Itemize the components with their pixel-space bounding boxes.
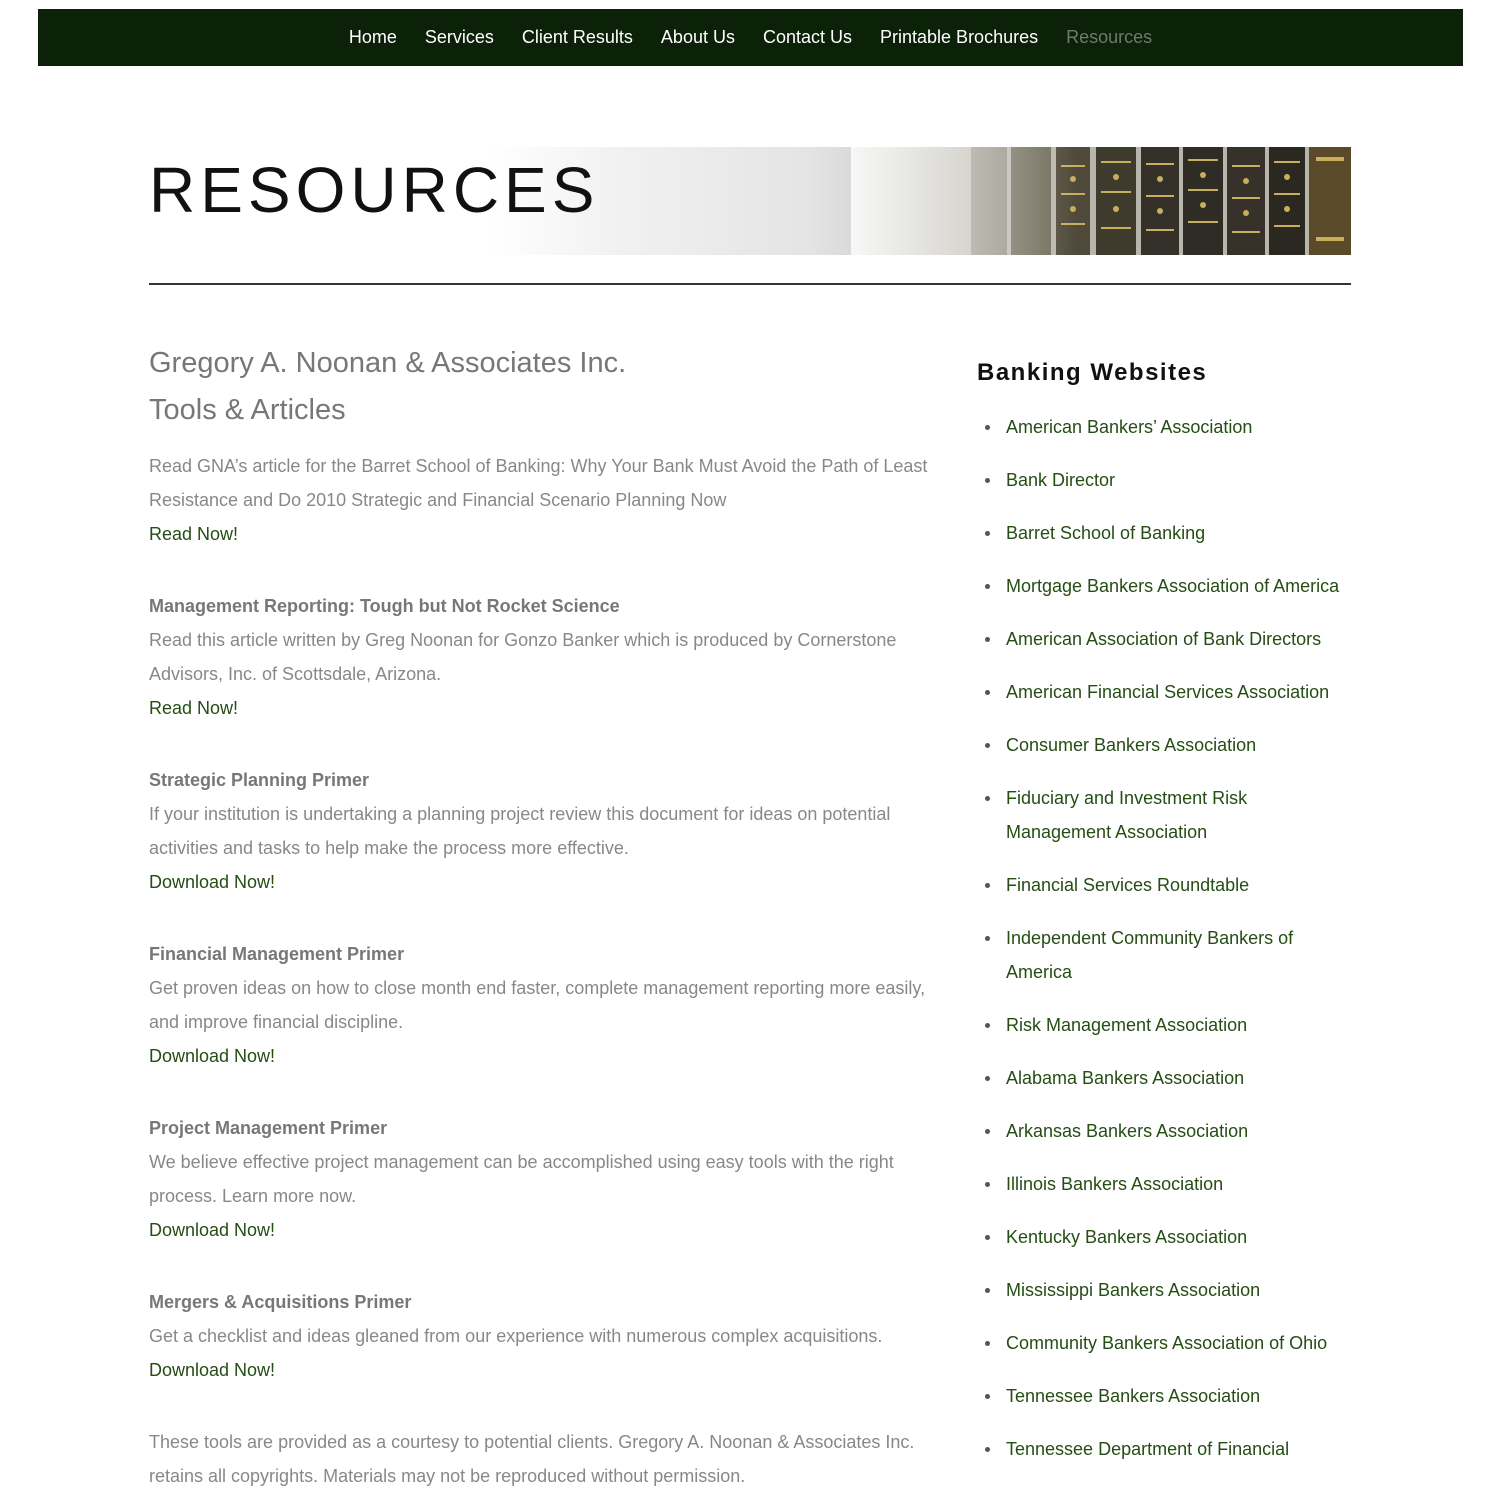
banking-link[interactable]: Independent Community Bankers of America xyxy=(1006,928,1294,982)
bullet-icon xyxy=(985,1235,990,1240)
list-item xyxy=(977,868,1357,902)
list-item xyxy=(977,1273,1357,1307)
article-title: Strategic Planning Primer xyxy=(149,770,370,790)
page-banner xyxy=(149,147,1351,255)
nav-contact-us[interactable]: Contact Us xyxy=(762,27,853,47)
bullet-icon xyxy=(985,690,990,695)
banking-link[interactable]: Bank Director xyxy=(1006,470,1116,490)
article-description: Read this article written by Greg Noonan for Gonzo Banker which is produced by Cornerstone Advisors, Inc. of Scottsdale, Arizona. xyxy=(149,630,897,684)
article-project-management xyxy=(149,1111,939,1247)
company-name: Gregory A. Noonan & Associates Inc. xyxy=(149,347,627,379)
article-title: Mergers & Acquisitions Primer xyxy=(149,1292,412,1312)
banking-link[interactable]: Risk Management Association xyxy=(1006,1015,1248,1035)
bullet-icon xyxy=(985,1129,990,1134)
bullet-icon xyxy=(985,1447,990,1452)
banking-link[interactable]: Financial Services Roundtable xyxy=(1006,875,1250,895)
article-mergers-acquisitions xyxy=(149,1285,939,1387)
banking-link[interactable]: Fiduciary and Investment Risk Management Association xyxy=(1006,788,1248,842)
bullet-icon xyxy=(985,637,990,642)
list-item xyxy=(977,463,1357,497)
nav-about-us[interactable]: About Us xyxy=(660,27,735,47)
bullet-icon xyxy=(985,796,990,801)
bullet-icon xyxy=(985,1341,990,1346)
page-title: RESOURCES xyxy=(149,154,600,226)
list-item xyxy=(977,1167,1357,1201)
list-item xyxy=(977,516,1357,550)
article-description: Get proven ideas on how to close month end faster, complete management reporting more easily, and improve financial discipline. xyxy=(149,978,926,1032)
article-description: We believe effective project management can be accomplished using easy tools with the right process. Learn more now. xyxy=(149,1152,894,1206)
list-item xyxy=(977,921,1357,989)
banking-link[interactable]: Barret School of Banking xyxy=(1006,523,1206,543)
nav-client-results[interactable]: Client Results xyxy=(521,27,633,47)
nav-resources[interactable]: Resources xyxy=(1066,27,1153,47)
banking-link[interactable]: Tennessee Department of Financial xyxy=(1006,1439,1290,1459)
books-image xyxy=(851,147,1351,255)
intro-read-now-link[interactable]: Read Now! xyxy=(149,524,239,544)
nav-list xyxy=(349,27,1152,48)
list-item xyxy=(977,781,1357,849)
copyright-note: These tools are provided as a courtesy to potential clients. Gregory A. Noonan & Associates Inc. retains all copyrights. Materials may not be reproduced without permission. xyxy=(149,1432,915,1486)
list-item xyxy=(977,410,1357,444)
list-item xyxy=(977,569,1357,603)
list-item xyxy=(977,1432,1357,1466)
article-title: Financial Management Primer xyxy=(149,944,405,964)
download-now-link[interactable]: Download Now! xyxy=(149,872,276,892)
list-item xyxy=(977,728,1357,762)
main-content xyxy=(149,340,939,1493)
download-now-link[interactable]: Download Now! xyxy=(149,1046,276,1066)
nav-services[interactable]: Services xyxy=(424,27,494,47)
read-now-link[interactable]: Read Now! xyxy=(149,698,239,718)
bullet-icon xyxy=(985,1076,990,1081)
bullet-icon xyxy=(985,531,990,536)
article-description: Get a checklist and ideas gleaned from our experience with numerous complex acquisitions. xyxy=(149,1326,883,1346)
section-subtitle: Tools & Articles xyxy=(149,394,346,426)
bullet-icon xyxy=(985,478,990,483)
banking-link[interactable]: American Association of Bank Directors xyxy=(1006,629,1322,649)
banking-link[interactable]: Alabama Bankers Association xyxy=(1006,1068,1245,1088)
bullet-icon xyxy=(985,883,990,888)
banking-link[interactable]: Tennessee Bankers Association xyxy=(1006,1386,1261,1406)
banking-link[interactable]: Kentucky Bankers Association xyxy=(1006,1227,1248,1247)
article-financial-management xyxy=(149,937,939,1073)
article-management-reporting xyxy=(149,589,939,725)
banking-link[interactable]: Community Bankers Association of Ohio xyxy=(1006,1333,1328,1353)
bullet-icon xyxy=(985,1394,990,1399)
nav-home[interactable]: Home xyxy=(348,27,397,47)
bullet-icon xyxy=(985,584,990,589)
article-title: Management Reporting: Tough but Not Rocket Science xyxy=(149,596,620,616)
list-item xyxy=(977,622,1357,656)
banking-link[interactable]: Consumer Bankers Association xyxy=(1006,735,1257,755)
sidebar-title: Banking Websites xyxy=(977,359,1208,386)
header-divider xyxy=(149,283,1351,285)
banking-link[interactable]: Mortgage Bankers Association of America xyxy=(1006,576,1340,596)
download-now-link[interactable]: Download Now! xyxy=(149,1220,276,1240)
nav-printable-brochures[interactable]: Printable Brochures xyxy=(880,27,1039,47)
banking-link[interactable]: American Financial Services Association xyxy=(1006,682,1330,702)
list-item xyxy=(977,1008,1357,1042)
bullet-icon xyxy=(985,1023,990,1028)
list-item xyxy=(977,1326,1357,1360)
list-item xyxy=(977,1220,1357,1254)
company-heading xyxy=(149,340,939,434)
article-strategic-planning xyxy=(149,763,939,899)
bullet-icon xyxy=(985,743,990,748)
banking-link[interactable]: Arkansas Bankers Association xyxy=(1006,1121,1249,1141)
article-description: If your institution is undertaking a planning project review this document for ideas on potential activities and tasks to help make the process more effective. xyxy=(149,804,891,858)
list-item xyxy=(977,675,1357,709)
intro-text: Read GNA’s article for the Barret School of Banking: Why Your Bank Must Avoid the Path of Least Resistance and Do 2010 Strategic and Financial Scenario Planning Now xyxy=(149,456,928,510)
list-item xyxy=(977,1114,1357,1148)
banking-link[interactable]: Illinois Bankers Association xyxy=(1006,1174,1224,1194)
bullet-icon xyxy=(985,425,990,430)
bullet-icon xyxy=(985,1288,990,1293)
list-item xyxy=(977,1061,1357,1095)
bullet-icon xyxy=(985,936,990,941)
banking-link[interactable]: Mississippi Bankers Association xyxy=(1006,1280,1261,1300)
list-item xyxy=(977,1379,1357,1413)
bullet-icon xyxy=(985,1182,990,1187)
banking-link[interactable]: American Bankers’ Association xyxy=(1006,417,1253,437)
banking-websites-sidebar xyxy=(977,355,1357,1485)
banking-links-list xyxy=(977,410,1357,1466)
top-navigation xyxy=(38,9,1463,66)
download-now-link[interactable]: Download Now! xyxy=(149,1360,276,1380)
article-title: Project Management Primer xyxy=(149,1118,388,1138)
